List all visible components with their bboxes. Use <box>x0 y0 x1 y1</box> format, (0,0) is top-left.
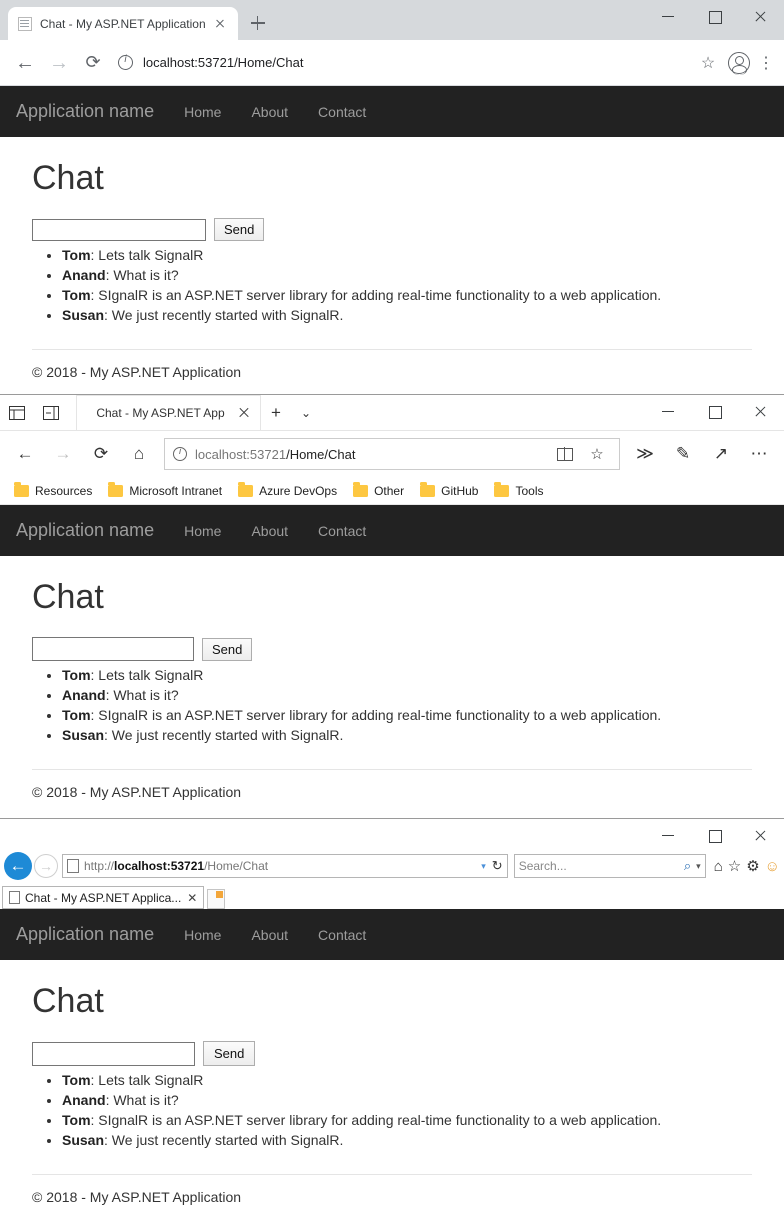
chrome-menu-icon[interactable]: ⋮ <box>758 54 774 72</box>
message-user: Anand <box>62 1092 106 1108</box>
bookmark-star-icon[interactable]: ☆ <box>700 54 716 72</box>
message-text: : Lets talk SignalR <box>90 667 204 683</box>
list-item <box>62 245 752 265</box>
nav-link-about[interactable]: About <box>251 103 289 120</box>
chrome-window-controls <box>646 0 784 32</box>
favorites-star-icon[interactable]: ☆ <box>727 858 742 875</box>
favorite-label: Tools <box>515 483 544 498</box>
list-item <box>62 685 752 705</box>
nav-link-contact[interactable]: Contact <box>318 522 367 539</box>
forward-button[interactable]: → <box>54 444 72 463</box>
site-brand[interactable]: Application name <box>16 924 155 944</box>
ie-tab-title: Chat - My ASP.NET Applica... <box>25 890 182 905</box>
folder-icon <box>108 485 123 497</box>
footer-divider <box>32 769 752 770</box>
message-input[interactable] <box>32 637 194 661</box>
favorite-item[interactable] <box>232 482 343 500</box>
address-bar-url: localhost:53721/Home/Chat <box>143 55 304 70</box>
ie-tab[interactable] <box>2 886 204 909</box>
address-path: /Home/Chat <box>204 859 269 873</box>
ie-command-icons <box>714 857 780 875</box>
new-tab-button[interactable] <box>207 889 225 909</box>
reload-icon: ⟳ <box>85 52 101 72</box>
address-dropdown-icon[interactable]: ▾ <box>481 860 486 871</box>
folder-icon <box>14 485 29 497</box>
message-input[interactable] <box>32 219 206 241</box>
refresh-button[interactable]: ⟳ <box>93 444 109 463</box>
back-button[interactable]: ← <box>4 852 32 880</box>
maximize-button[interactable] <box>692 0 738 32</box>
chrome-tab-title: Chat - My ASP.NET Application <box>40 16 206 31</box>
favorites-bar <box>0 477 784 505</box>
message-text: : We just recently started with SignalR. <box>104 727 344 743</box>
message-input[interactable] <box>32 1042 195 1066</box>
close-window-button[interactable] <box>738 0 784 32</box>
message-text: : What is it? <box>105 1092 179 1108</box>
new-tab-button[interactable] <box>244 9 272 37</box>
send-button[interactable]: Send <box>202 638 252 661</box>
refresh-icon[interactable]: ↻ <box>491 858 503 873</box>
new-tab-button[interactable]: + <box>271 402 281 422</box>
edge-window-controls <box>646 395 784 427</box>
message-text: : SIgnalR is an ASP.NET server library for adding real-time functionality to a web application. <box>90 287 662 303</box>
address-bar[interactable] <box>164 438 620 470</box>
close-tab-icon[interactable] <box>212 16 228 32</box>
ie-tab-strip <box>0 883 784 909</box>
favorite-label: Microsoft Intranet <box>129 483 223 498</box>
site-info-icon[interactable] <box>118 55 133 70</box>
nav-link-about[interactable]: About <box>251 926 289 943</box>
folder-icon <box>420 485 435 497</box>
smiley-feedback-icon[interactable]: ☺ <box>764 857 780 875</box>
reading-view-icon[interactable] <box>557 448 573 461</box>
ie-browser-window <box>0 819 784 1215</box>
message-user: Tom <box>62 667 91 683</box>
address-host: localhost:53721 <box>195 446 287 462</box>
nav-link-contact[interactable]: Contact <box>318 103 367 120</box>
list-item <box>62 1130 752 1150</box>
close-window-button[interactable] <box>738 819 784 851</box>
message-text: : What is it? <box>105 687 179 703</box>
chat-form <box>32 1041 752 1066</box>
message-text: : SIgnalR is an ASP.NET server library for adding real-time functionality to a web application. <box>90 707 662 723</box>
footer-divider <box>32 1174 752 1175</box>
list-item <box>62 705 752 725</box>
edge-tab-title: Chat - My ASP.NET App <box>96 406 225 420</box>
close-tab-icon[interactable] <box>236 405 252 421</box>
favorite-item[interactable] <box>8 482 98 500</box>
message-user: Anand <box>62 267 106 283</box>
message-user: Tom <box>62 1072 91 1088</box>
list-item <box>62 285 752 305</box>
site-navbar <box>0 86 784 137</box>
tab-preview-button[interactable] <box>0 396 34 430</box>
favorite-label: Resources <box>35 483 93 498</box>
message-text: : We just recently started with SignalR. <box>104 1132 344 1148</box>
site-navbar <box>0 505 784 556</box>
list-item <box>62 265 752 285</box>
list-item <box>62 305 752 325</box>
address-bar[interactable] <box>118 48 686 78</box>
reload-button[interactable] <box>76 46 110 80</box>
maximize-button[interactable] <box>692 819 738 851</box>
list-item <box>62 725 752 745</box>
search-placeholder: Search... <box>518 859 567 873</box>
home-button[interactable]: ⌂ <box>133 444 145 463</box>
page-favicon-icon <box>18 17 32 31</box>
folder-icon <box>238 485 253 497</box>
more-menu-icon[interactable]: ⋯ <box>750 444 768 463</box>
ie-title-bar <box>0 819 784 849</box>
favorite-label: Other <box>374 483 405 498</box>
favorite-item[interactable] <box>347 482 410 500</box>
page-content <box>0 982 784 1205</box>
edge-tab[interactable] <box>76 395 261 430</box>
site-brand[interactable]: Application name <box>16 520 155 540</box>
page-favicon-icon <box>67 859 79 873</box>
close-window-button[interactable] <box>738 395 784 427</box>
search-dropdown-icon[interactable]: ▾ <box>696 860 701 871</box>
footer-copyright: © 2018 - My ASP.NET Application <box>32 364 242 380</box>
minimize-button[interactable] <box>646 0 692 32</box>
folder-icon <box>494 485 509 497</box>
address-host: localhost:53721 <box>114 859 205 873</box>
close-tab-icon[interactable]: ✕ <box>187 890 198 905</box>
address-bar[interactable] <box>62 854 508 878</box>
message-user: Anand <box>62 687 106 703</box>
bookmark-star-icon[interactable]: ☆ <box>590 446 604 463</box>
profile-avatar-icon[interactable] <box>728 52 750 74</box>
message-text: : We just recently started with SignalR. <box>104 307 344 323</box>
site-navbar <box>0 909 784 960</box>
list-item <box>62 1110 752 1130</box>
favorites-hub-icon[interactable]: ≫ <box>636 444 654 463</box>
message-list <box>32 245 752 325</box>
send-button[interactable]: Send <box>214 218 264 241</box>
message-user: Tom <box>62 707 91 723</box>
message-text: : What is it? <box>105 267 179 283</box>
chat-form <box>32 637 752 661</box>
maximize-button[interactable] <box>692 395 738 427</box>
page-title: Chat <box>32 578 104 616</box>
set-aside-tabs-button[interactable] <box>34 396 68 430</box>
search-icon[interactable]: ⌕ <box>683 858 692 873</box>
minimize-button[interactable] <box>646 819 692 851</box>
back-arrow-icon: ← <box>15 51 35 74</box>
chrome-browser-window <box>0 0 784 395</box>
favorite-item[interactable] <box>102 482 228 500</box>
share-icon[interactable]: ↗ <box>713 444 729 463</box>
message-user: Susan <box>62 1132 105 1148</box>
favorite-item[interactable] <box>414 482 484 500</box>
edge-tab-strip <box>0 395 784 431</box>
minimize-button[interactable] <box>646 395 692 427</box>
footer-copyright: © 2018 - My ASP.NET Application <box>32 784 242 800</box>
message-user: Tom <box>62 247 91 263</box>
page-title: Chat <box>32 159 104 197</box>
footer-copyright: © 2018 - My ASP.NET Application <box>32 1189 242 1205</box>
message-user: Susan <box>62 307 105 323</box>
footer-divider <box>32 349 752 350</box>
address-bar-url <box>195 447 557 462</box>
forward-arrow-icon: → <box>49 51 69 74</box>
message-user: Tom <box>62 287 91 303</box>
folder-icon <box>353 485 368 497</box>
web-notes-icon[interactable]: ✎ <box>675 444 691 463</box>
list-item <box>62 1090 752 1110</box>
home-icon[interactable]: ⌂ <box>713 857 723 875</box>
edge-browser-window <box>0 395 784 819</box>
site-brand[interactable]: Application name <box>16 101 155 121</box>
nav-link-contact[interactable]: Contact <box>318 926 367 943</box>
list-item <box>62 1070 752 1090</box>
address-bar-url <box>84 859 475 873</box>
nav-link-home[interactable]: Home <box>184 522 222 539</box>
address-scheme: http:// <box>84 859 115 873</box>
chevron-down-icon[interactable]: ⌄ <box>300 405 312 420</box>
chrome-toolbar <box>0 40 784 86</box>
site-info-icon[interactable] <box>173 447 187 461</box>
page-content <box>0 578 784 800</box>
favorite-label: GitHub <box>441 483 479 498</box>
favorite-label: Azure DevOps <box>259 483 338 498</box>
forward-button[interactable] <box>42 46 76 80</box>
chrome-tab[interactable] <box>8 7 238 40</box>
tools-gear-icon[interactable]: ⚙ <box>746 858 760 875</box>
message-text: : Lets talk SignalR <box>90 1072 204 1088</box>
ie-toolbar <box>0 849 784 883</box>
page-title: Chat <box>32 982 104 1020</box>
favorite-item[interactable] <box>488 482 549 500</box>
list-item <box>62 665 752 685</box>
ie-window-controls <box>646 819 784 851</box>
chat-form <box>32 218 752 241</box>
edge-toolbar <box>0 431 784 477</box>
nav-link-home[interactable]: Home <box>184 926 222 943</box>
message-list <box>32 665 752 745</box>
message-text: : SIgnalR is an ASP.NET server library for adding real-time functionality to a web application. <box>90 1112 662 1128</box>
search-box[interactable] <box>514 854 706 878</box>
message-list <box>32 1070 752 1150</box>
chrome-tab-strip <box>0 0 784 40</box>
message-text: : Lets talk SignalR <box>90 247 204 263</box>
page-content <box>0 159 784 380</box>
back-button[interactable]: ← <box>16 444 34 463</box>
nav-link-about[interactable]: About <box>251 522 289 539</box>
message-user: Susan <box>62 727 105 743</box>
message-user: Tom <box>62 1112 91 1128</box>
address-path: /Home/Chat <box>286 446 356 462</box>
back-button[interactable] <box>8 46 42 80</box>
nav-link-home[interactable]: Home <box>184 103 222 120</box>
page-favicon-icon <box>9 891 20 904</box>
send-button[interactable]: Send <box>203 1041 255 1066</box>
forward-button[interactable]: → <box>34 854 58 878</box>
